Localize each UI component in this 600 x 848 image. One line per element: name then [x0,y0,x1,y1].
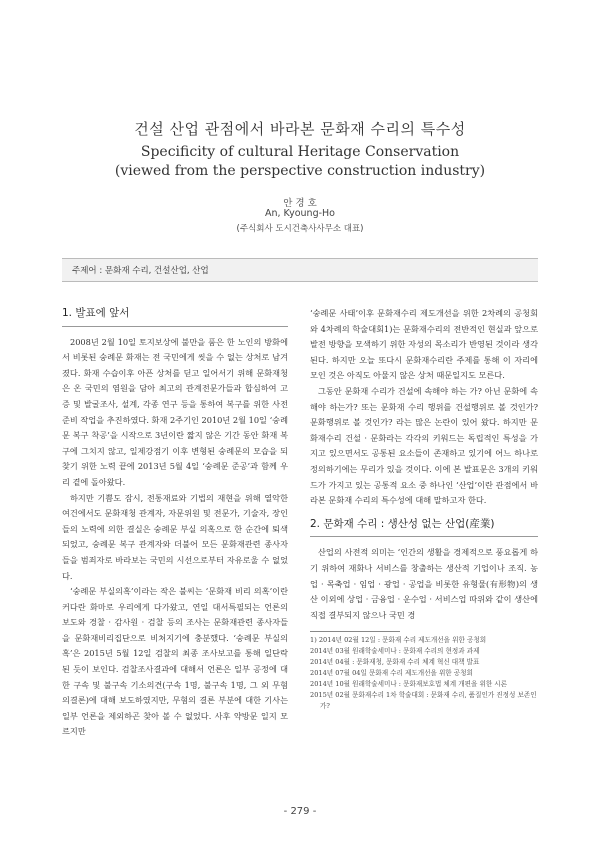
footnote-item: 2014년 03월 원래학술세미나 : 문화재 수리의 현정과 과제 [310,647,480,656]
section1-paragraph: ‘숭례문 부실의혹’이라는 작은 불씨는 ‘문화재 비리 의혹’이란 커다란 화마로 우리에게 다가왔고, 연일 대서특필되는 언론의 보도와 경찰 · 감사원 · 검찰 등의 조사는 문화재관련 종사자들을 문화재비리집단으로 비쳐지기에 충분했다. ‘숭례문 부실의혹’은 2015년 5월 12일 검찰의 최종 조사보고를 통해 일단락 된 듯이 보인다. 검찰조사결과에 대해서 언론은 일부 공정에 대한 구속 및 불구속 기소의견(구속 1명, 불구속 1명, 그 외 무혐의결론)에 대해 보도하였지만, 무혐의 결론 부분에 대한 기사는 일부 언론을 제외하곤 찾아 볼 수 없었다. 사후 약방문 일지 모르지만 [62,586,288,737]
page-number: - 279 - [283,806,317,817]
right-paragraph: ‘숭례문 사태’이후 문화재수리 제도개선을 위한 2차례의 공청회와 4차례의 학술대회1)는 문화재수리의 전반적인 현실과 앞으로 발전 방향을 모색하기 위한 자성의 목소리가 반영된 것이라 생각된다. 하지만 오늘 또다시 문화재수리란 주제를 통해 이 자리에 모인 것은 아직도 아물지 않은 상처 때문일지도 모른다. [310,308,538,381]
keywords-text: 주제어 : 문화재 수리, 건설산업, 산업 [72,266,209,276]
title-en-line2: (viewed from the perspective construction industry) [114,163,486,179]
footnote-item: 2014년 10월 원래학술세미나 : 문화재보호법 체계 개편을 위한 시론 [310,680,508,689]
right-paragraph: 그동안 문화재 수리가 건설에 속해야 하는 가? 아닌 문화에 속해야 하는가? 또는 문화재 수리 행위를 건설행위로 볼 것인가? 문화행위로 볼 것인가? 라는 많은 논란이 있어 왔다. 하지만 문화재수리 건설 · 문화라는 각각의 키워드는 독립적인 특성을 가지고 있으면서도 공통된 요소들이 존재하고 있기에 어느 하나로 정의하기에는 무리가 있을 것이다. 이에 본 발표문은 3개의 키워드가 가지고 있는 공통적 요소 중 하나인 ‘산업’이란 관점에서 바라본 문화재 수리의 특수성에 대해 말하고자 한다. [310,385,538,506]
left-column [62,306,288,740]
author-ko: 안 경 호 [283,198,317,209]
right-column [310,306,538,712]
footnote-item: 2015년 02월 문화재수리 1차 학술대회 : 문화재 수리, 품질인가 진정성 보존인가? [310,691,537,711]
section1-paragraph: 하지만 기쁨도 잠시, 전통재료와 기법의 재현을 위해 열악한 여건에서도 문화재청 관계자, 자문위원 및 전문가, 기술자, 장인들의 노력에 의한 결실은 숭례문 부실 의혹으로 한 순간에 퇴색되었고, 숭례문 복구 관계자와 더불어 모든 문화재관련 종사자들을 범죄자로 바라보는 국민의 시선으로부터 자유로울 수 없었다. [62,492,288,581]
footnote-item: 2014년 07월 04일 문화재 수리 제도개선을 위한 공청회 [310,669,473,678]
keywords-box [62,258,538,282]
affiliation: (주식회사 도시건축사사무소 대표) [236,224,364,234]
footnote-item: 2014년 04월 : 문화재청, 문화재 수리 체계 혁신 대책 발표 [310,658,480,667]
section2-heading: 2. 문화재 수리 : 생산성 없는 산업(産業) [310,517,538,538]
footnote-item: 1) 2014년 02월 12일 : 문화재 수리 제도개선을 위한 공청회 [310,636,487,645]
section1-heading: 1. 발표에 앞서 [62,306,288,327]
footnote-rule [310,631,400,632]
section1-paragraph: 2008년 2월 10일 토지보상에 불만을 품은 한 노인의 방화에서 비롯된 숭례문 화재는 전 국민에게 씻을 수 없는 상처로 남겨졌다. 화재 수습이후 아픈 상처를 딛고 일어서기 위해 문화재청은 온 국민의 염원을 담아 최고의 관계전문가들과 합심하여 고증 및 발굴조사, 설계, 각종 연구 등을 통하여 복구를 위한 사전준비 작업을 추진하였다. 화재 2주기인 2010년 2월 10일 ‘숭례문 복구 착공’을 시작으로 3년이란 짧지 않은 기간 동안 화재 복구에 그치지 않고, 일제강점기 이후 변형된 숭례문의 모습을 되찾기 위한 노력 끝에 2013년 5월 4일 ‘숭례문 준공’과 함께 우리 곁에 돌아왔다. [62,336,288,487]
author-en: An, Kyoung-Ho [265,208,335,219]
title-en-line1: Specificity of cultural Heritage Conservation [140,144,460,160]
title-ko: 건설 산업 관점에서 바라본 문화재 수리의 특수성 [134,120,466,138]
section2-paragraph: 산업의 사전적 의미는 ‘인간의 생활을 경제적으로 풍요롭게 하기 위하여 재화나 서비스를 창출하는 생산적 기업이나 조직. 농업 · 목축업 · 임업 · 광업 · 공업을 비롯한 유형물(有形物)의 생산 이외에 상업 · 금융업 · 운수업 · 서비스업 따위와 같이 생산에 직접 결부되지 않으나 국민 경 [310,547,538,620]
footnotes [310,635,538,712]
